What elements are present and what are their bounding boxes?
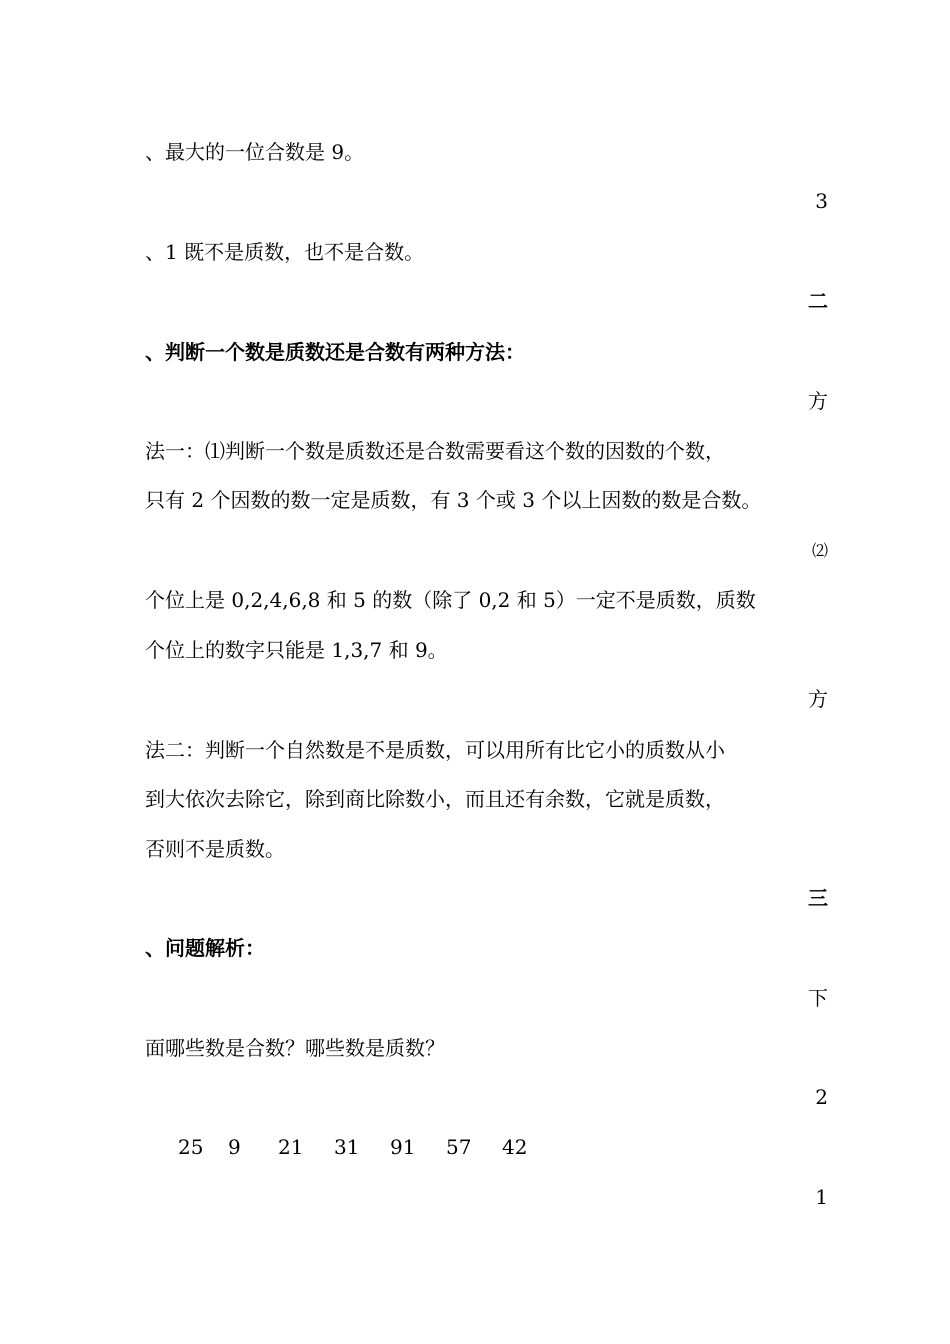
text-line-2: 、1 既不是质数，也不是合数。 bbox=[145, 240, 425, 264]
text-line-digits-cont: 个位上的数字只能是 1,3,7 和 9。 bbox=[145, 638, 448, 662]
margin-number-3: 3 bbox=[815, 189, 828, 213]
question-text: 面哪些数是合数？哪些数是质数？ bbox=[145, 1036, 445, 1060]
margin-char-fang-1: 方 bbox=[808, 389, 828, 413]
section-heading-3: 、问题解析： bbox=[145, 936, 265, 960]
number-item: 9 bbox=[228, 1135, 241, 1159]
margin-item-2: ⑵ bbox=[811, 541, 828, 560]
section-number-2: 二 bbox=[808, 289, 828, 313]
section-number-3: 三 bbox=[808, 886, 828, 910]
number-item: 31 bbox=[334, 1135, 360, 1159]
margin-number-1: 1 bbox=[815, 1185, 828, 1209]
text-line-digits: 个位上是 0,2,4,6,8 和 5 的数（除了 0,2 和 5）一定不是质数，质数 bbox=[145, 588, 756, 612]
number-item: 91 bbox=[390, 1135, 416, 1159]
margin-char-xia: 下 bbox=[808, 986, 828, 1010]
margin-char-fang-2: 方 bbox=[808, 687, 828, 711]
text-line-method-1: 法一：⑴判断一个数是质数还是合数需要看这个数的因数的个数， bbox=[145, 439, 725, 463]
text-line-1: 、最大的一位合数是 9。 bbox=[145, 140, 365, 164]
number-item: 42 bbox=[502, 1135, 528, 1159]
margin-number-2: 2 bbox=[815, 1085, 828, 1109]
text-line-method-1-cont: 只有 2 个因数的数一定是质数，有 3 个或 3 个以上因数的数是合数。 bbox=[145, 488, 762, 512]
text-line-method-2-cont: 到大依次去除它，除到商比除数小，而且还有余数，它就是质数， bbox=[145, 787, 725, 811]
number-item: 21 bbox=[278, 1135, 304, 1159]
section-heading-2: 、判断一个数是质数还是合数有两种方法： bbox=[145, 340, 525, 364]
number-list bbox=[178, 1133, 542, 1161]
number-item: 25 bbox=[178, 1135, 204, 1159]
text-line-method-2: 法二：判断一个自然数是不是质数，可以用所有比它小的质数从小 bbox=[145, 738, 725, 762]
number-item: 57 bbox=[446, 1135, 472, 1159]
text-line-method-2-end: 否则不是质数。 bbox=[145, 837, 285, 861]
